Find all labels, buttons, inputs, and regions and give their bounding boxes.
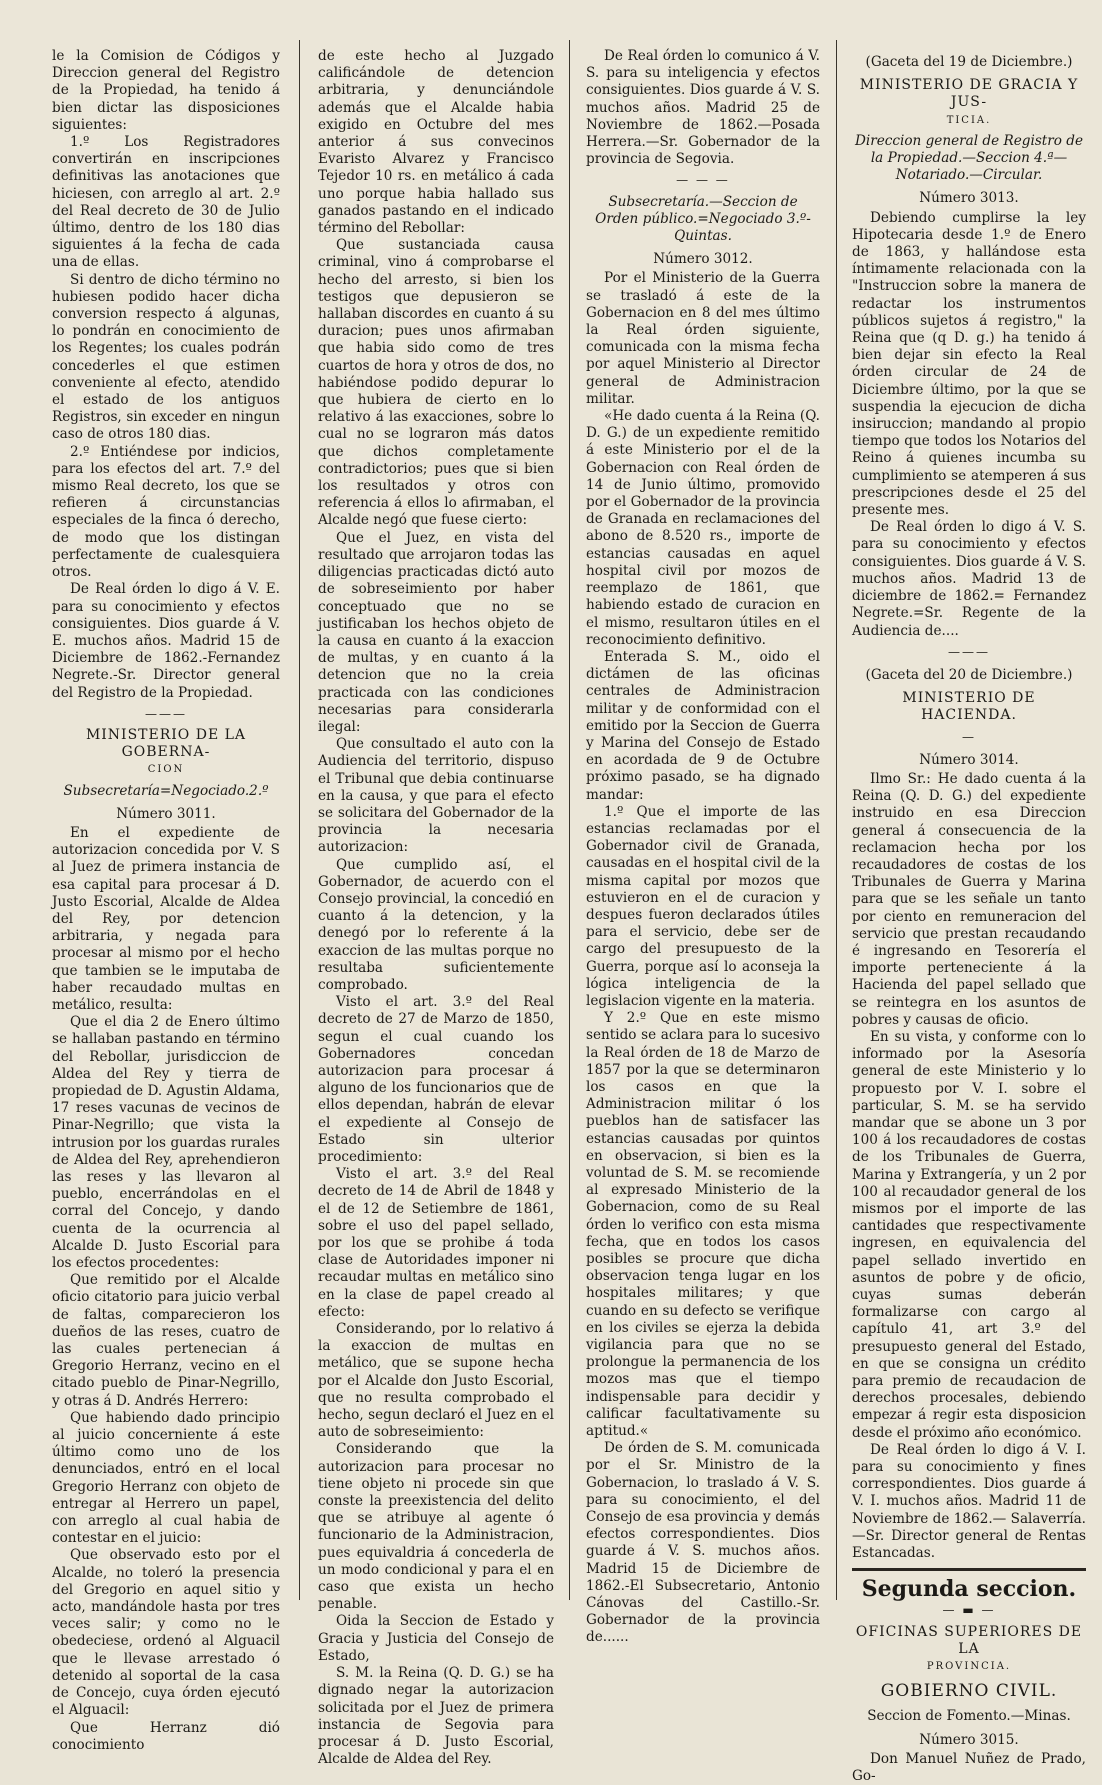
- column-1: [52, 48, 280, 1753]
- column-rule: [569, 40, 570, 1600]
- paragraph: Don Manuel Nuñez de Prado, Go-: [852, 1750, 1086, 1785]
- ministry-heading: MINISTERIO DE GRACIA Y JUS-: [859, 77, 1079, 111]
- paragraph: Que remitido por el Alcalde oficio citatorio para juicio verbal de faltas, comparecieron los dueños de las reses, cuatro de las cuales pertenecian á Gregorio Herranz, vecino en el citado pueblo de Pinar-Negrillo, y otras á D. Andrés Herrero:: [52, 1272, 280, 1409]
- section-line: Seccion de Fomento.—Minas.: [867, 1708, 1071, 1725]
- paragraph: En su vista, y conforme con lo informado por la Asesoría general de este Ministerio y lo propuesto por V. I. sobre el particular, S. M. se ha servido mandar que se abone un 3 por 100 á los recaudadores de costas de los Tribunales de Guerra, Marina y Extrangería, y un 2 por 100 al recaudador general de los mismos por el importe de las cantidades que respectivamente ingresen, en equivalencia del papel sellado invertido en asuntos de pobre y de oficio, cuyas sumas deberán formalizarse con cargo al capítulo 41, art 3.º del presupuesto general del Estado, en que se consigna un crédito para premio de recaudacion de derechos procesales, debiendo empezar á regir esta disposicion desde el próximo año económico.: [852, 1028, 1086, 1441]
- paragraph: de este hecho al Juzgado calificándole de detencion arbitraria, y denunciándole además que el Alcalde habia exigido en Octubre del mes anterior á sus convecinos Evaristo Alvarez y Francisco Tejedor 10 rs. en metálico á cada uno porque habia hallado sus ganados pastando en el indicado término del Rebollar:: [318, 48, 554, 237]
- paragraph: Que consultado el auto con la Audiencia del territorio, dispuso el Tribunal que debia continuarse en la causa, y que para el efecto se solicitara del Gobernador de la provincia la necesaria autorizacion:: [318, 736, 554, 856]
- column-rule: [836, 40, 837, 1600]
- section-title: Segunda seccion.: [861, 1576, 1077, 1603]
- ornament-divider: — ▬ —: [942, 1603, 996, 1618]
- paragraph: De órden de S. M. comunicada por el Sr. Ministro de la Gobernacion, lo traslado á V. S. para su conocimiento, el del Consejo de esa provincia y demás efectos correspondientes. Dios guarde á V. S. muchos años. Madrid 15 de Diciembre de 1862.-El Subsecretario, Antonio Cánovas del Castillo.-Sr. Gobernador de la provincia de......: [586, 1440, 820, 1646]
- paragraph: Visto el art. 3.º del Real decreto de 27 de Marzo de 1850, segun el cual cuando los Gobernadores concedan autorizacion para procesar á alguno de los funcionarios que de ellos dependan, habrán de elevar el expediente al Consejo de Estado sin ulterior procedimiento:: [318, 994, 554, 1165]
- paragraph: Que el dia 2 de Enero último se hallaban pastando en término del Rebollar, jurisdiccion de Aldea del Rey y tierra de propiedad de D. Agustin Aldama, 17 reses vacunas de vecinos de Pinar-Negrillo; que vista la intrusion por los guardas rurales de Aldea del Rey, aprehendieron las reses y las llevaron al pueblo, encerrándolas en el corral del Concejo, y dando cuenta de la ocurrencia al Alcalde D. Justo Escorial para los efectos procedentes:: [52, 1014, 280, 1272]
- government-heading: GOBIERNO CIVIL.: [880, 1681, 1058, 1702]
- gaceta-dateline: (Gaceta del 20 de Diciembre.): [865, 666, 1073, 683]
- paragraph: Ilmo Sr.: He dado cuenta á la Reina (Q. D. G.) del expediente instruido en esa Direccion general á consecuencia de la reclamacion hecha por los recaudadores de costas de los Tribunales de Guerra y Marina para que se les señale un tanto por ciento en remuneracion del servicio que prestan recaudando é ingresando en Tesorería el importe perteneciente á la Hacienda del papel sellado que se reintegra en los asuntos de pobres y causas de oficio.: [852, 770, 1086, 1028]
- column-2: [318, 48, 554, 1768]
- ministry-heading: MINISTERIO DE LA GOBERNA-: [85, 726, 247, 761]
- gaceta-dateline: (Gaceta del 19 de Diciembre.): [865, 54, 1073, 70]
- column-rule: [299, 40, 300, 1600]
- column-4: [852, 48, 1086, 1785]
- offices-heading-tail: PROVINCIA.: [926, 1661, 1012, 1673]
- paragraph: «He dado cuenta á la Reina (Q. D. G.) de un expediente remitido á este Ministerio por el de la Gobernacion con Real órden de 14 de Junio último, promovido por el Gobernador de la provincia de Granada en reclamaciones del abono de 8.520 rs., importe de estancias causadas en aquel hospital civil por mozos de reemplazo de 1861, que habiendo estado de curacion en el mismo, resultaron útiles en el reconocimiento definitivo.: [586, 408, 820, 648]
- paragraph: De Real órden lo comunico á V. S. para su inteligencia y efectos consiguientes. Dios guarde á V. S. muchos años. Madrid 25 de Noviembre de 1862.—Posada Herrera.—Sr. Gobernador de la provincia de Segovia.: [586, 48, 820, 168]
- document-number: Número 3012.: [653, 251, 753, 268]
- document-number: Número 3015.: [919, 1731, 1019, 1748]
- subsection-heading: Direccion general de Registro de la Propiedad.—Seccion 4.ª—Notariado.—Circular.: [854, 132, 1084, 184]
- ornament-divider: —: [962, 729, 976, 744]
- ornament-divider: — — —: [676, 173, 730, 188]
- section-rule: [852, 1568, 1086, 1571]
- ministry-heading: MINISTERIO DE HACIENDA.: [902, 690, 1036, 724]
- document-number: Número 3013.: [919, 190, 1019, 207]
- paragraph: En el expediente de autorizacion concedida por V. S al Juez de primera instancia de esa capital para procesar á D. Justo Escorial, Alcalde de Aldea del Rey, por detencion arbitraria, y negada para procesar al mismo por el hecho que tambien se le imputaba de haber recaudado multas en metálico, resulta:: [52, 824, 280, 1013]
- paragraph: Considerando, por lo relativo á la exaccion de multas en metálico, que se supone hecha por el Alcalde don Justo Escorial, que no resulta comprobado el hecho, segun declaró el Juez en el auto de sobreseimiento:: [318, 1321, 554, 1441]
- paragraph: 2.º Entiéndese por indicios, para los efectos del art. 7.º del mismo Real decreto, los que se refieren á circunstancias especiales de la finca ó derecho, de modo que los distingan perfectamente de cualesquiera otros.: [52, 443, 280, 581]
- paragraph: 1.º Los Registradores convertirán en inscripciones definitivas las anotaciones que hiciesen, con arreglo al art. 2.º del Real decreto de 30 de Julio último, dentro de los 180 dias siguientes á la fecha de cada una de ellas.: [52, 134, 280, 271]
- paragraph: le la Comision de Códigos y Direccion general del Registro de la Propiedad, ha tenido á bien dictar las disposiciones siguientes:: [52, 48, 280, 133]
- paragraph: Y 2.º Que en este mismo sentido se aclara para lo sucesivo la Real órden de 18 de Marzo de 1857 por la que se determinaron los casos en que la Administracion militar ó los pueblos han de satisfacer las estancias causadas por quintos en observacion, si bien es la voluntad de S. M. se recomiende al expresado Ministerio de la Gobernacion, como de su Real órden lo verifico con esta misma fecha, que en todos los casos posibles se procure que dicha observacion tenga lugar en los hospitales militares; y que cuando en su defecto se verifique en los civiles se ejerza la debida vigilancia para que no se prolongue la permanencia de los mozos mas que el tiempo indispensable para decidir y calificar facultativamente su aptitud.«: [586, 1010, 820, 1440]
- ministry-heading-tail: CION: [147, 764, 185, 776]
- paragraph: S. M. la Reina (Q. D. G.) se ha dignado negar la autorizacion solicitada por el Juez de primera instancia de Segovia para procesar á D. Justo Escorial, Alcalde de Aldea del Rey.: [318, 1665, 554, 1768]
- paragraph: Si dentro de dicho término no hubiesen podido hacer dicha conversion respecto á algunas, lo pondrán en conocimiento de los Regentes; los cuales podrán concederles el que estimen conveniente al efecto, atendido el estado de los antiguos Registros, sin exceder en ningun caso de otros 180 dias.: [52, 271, 280, 443]
- paragraph: Que sustanciada causa criminal, vino á comprobarse el hecho del arresto, si bien los testigos que depusieron se hallaban discordes en cuanto á su duracion; pues unos afirmaban que habia sido como de tres cuartos de hora y otros de dos, no habiéndose podido depurar lo que hubiera de cierto en lo relativo á las exacciones, sobre lo cual no se lograron más datos que dichos completamente contradictorios; pues que si bien los resultados y otros con referencia á ellos lo afirmaban, el Alcalde negó que fuese cierto:: [318, 237, 554, 529]
- document-number: Número 3011.: [116, 805, 216, 822]
- paragraph: Considerando que la autorizacion para procesar no tiene objeto ni procede sin que conste la preexistencia del delito que se atribuye al agente ó funcionario de la Administracion, pues equivaldria á concederla de un modo condicional y para el en caso que exista un hecho penable.: [318, 1441, 554, 1613]
- paragraph: Visto el art. 3.º del Real decreto de 14 de Abril de 1848 y el de 12 de Setiembre de 1861, sobre el uso del papel sellado, por los que se prohibe á toda clase de Autoridades imponer ni recaudar multas en metálico sino en la clase de papel creado al efecto:: [318, 1166, 554, 1320]
- column-3: [586, 48, 820, 1646]
- offices-heading: OFICINAS SUPERIORES DE LA: [855, 1623, 1083, 1657]
- ornament-divider: ———: [948, 644, 990, 659]
- document-number: Número 3014.: [919, 751, 1019, 768]
- paragraph: Que habiendo dado principio al juicio concerniente á este último como uno de los denunciados, entró en el local Gregorio Herranz con objeto de entregar al Herrero un papel, con arreglo al cual habia de contestar en el juicio:: [52, 1409, 280, 1547]
- subsection-heading: Subsecretaría=Negociado.2.º: [63, 782, 269, 799]
- paragraph: Que Herranz dió conocimiento: [52, 1719, 280, 1753]
- paragraph: Que observado esto por el Alcalde, no toleró la presencia del Gregorio en aquel sitio y acto, mandándole hasta por tres veces salir; y como no le obedeciese, ordenó al Alguacil que le llevase arrestado ó detenido al soportal de la casa de Concejo, cuya órden ejecutó el Alguacil:: [52, 1547, 280, 1719]
- paragraph: Que cumplido así, el Gobernador, de acuerdo con el Consejo provincial, la concedió en cuanto á la detencion, y la denegó por lo referente á la exaccion de las multas porque no resultaba suficientemente comprobado.: [318, 856, 554, 993]
- paragraph: Que el Juez, en vista del resultado que arrojaron todas las diligencias practicadas dictó auto de sobreseimiento por haber conceptuado que no se justificaban los hechos objeto de la causa en cuanto á la exaccion de multas, y en cuanto á la detencion que no la creia practicada con las condiciones necesarias para considerarla ilegal:: [318, 529, 554, 735]
- paragraph: Enterada S. M., oido el dictámen de las oficinas centrales de Administracion militar y de conformidad con el emitido por la Seccion de Guerra y Marina del Consejo de Estado en acordada de 9 de Octubre próximo pasado, se ha dignado mandar:: [586, 648, 820, 803]
- subsection-heading: Subsecretaría.—Seccion de Orden público.=Negociado 3.º-Quintas.: [595, 193, 811, 245]
- ornament-divider: ———: [145, 706, 187, 721]
- paragraph: De Real órden lo digo á V. E. para su conocimiento y efectos consiguientes. Dios guarde á V. E. muchos años. Madrid 15 de Diciembre de 1862.-Fernandez Negrete.-Sr. Director general del Registro de la Propiedad.: [52, 581, 280, 701]
- paragraph: De Real órden lo digo á V. I. para su conocimiento y fines correspondientes. Dios guarde á V. I. muchos años. Madrid 11 de Noviembre de 1862.— Salaverría.—Sr. Director general de Rentas Estancadas.: [852, 1441, 1086, 1562]
- paragraph: Por el Ministerio de la Guerra se trasladó á este de la Gobernacion en 8 del mes último la Real órden siguiente, comunicada con la misma fecha por aquel Ministerio al Director general de Administracion militar.: [586, 270, 820, 407]
- paragraph: Debiendo cumplirse la ley Hipotecaria desde 1.º de Enero de 1863, y hallándose esta íntimamente relacionada con la "Instruccion sobre la manera de redactar los instrumentos públicos sujetos á registro," la Reina que (q D. g.) ha tenido á bien dejar sin efecto la Real órden circular de 24 de Diciembre último, por la que se suspendia la ejecucion de dicha insiruccion; mandando al propio tiempo que todos los Notarios del Reino á quienes incumba su cumplimiento se atemperen á sus prescripciones desde el 25 del presente mes.: [852, 209, 1086, 519]
- ministry-heading-tail: TICIA.: [946, 114, 992, 126]
- paragraph: 1.º Que el importe de las estancias reclamadas por el Gobernador civil de Granada, causadas en el hospital civil de la misma capital por mozos que estuvieron en el de curacion y despues fueron declarados útiles para el servicio, debe ser de cargo del presupuesto de la Guerra, porque así lo aconseja la lógica inteligencia de la legislacion vigente en la materia.: [586, 803, 820, 1009]
- paragraph: De Real órden lo digo á V. S. para su conocimiento y efectos consiguientes. Dios guarde á V. S. muchos años. Madrid 13 de diciembre de 1862.= Fernandez Negrete.=Sr. Regente de la Audiencia de....: [852, 519, 1086, 639]
- paragraph: Oida la Seccion de Estado y Gracia y Justicia del Consejo de Estado,: [318, 1613, 554, 1664]
